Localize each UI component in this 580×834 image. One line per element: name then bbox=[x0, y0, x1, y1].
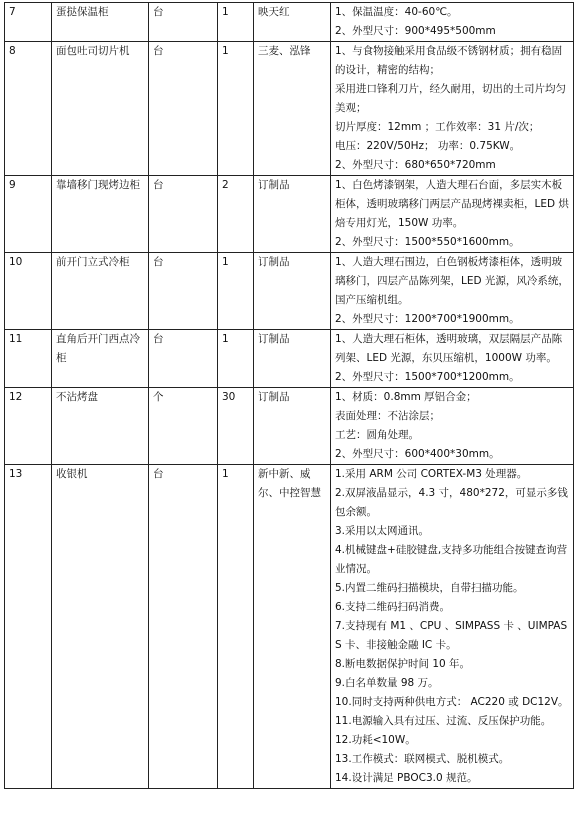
spec-cell bbox=[331, 330, 574, 388]
brand-cell: 订制品 bbox=[254, 330, 331, 388]
quantity-cell: 1 bbox=[218, 42, 254, 176]
spec-line: 8.断电数据保护时间 10 年。 bbox=[335, 658, 471, 670]
spec-line: 10.同时支持两种供电方式： AC220 或 DC12V。 bbox=[335, 696, 569, 708]
brand-cell: 订制品 bbox=[254, 388, 331, 465]
table-row bbox=[5, 42, 574, 176]
item-number-cell: 12 bbox=[5, 388, 52, 465]
item-name-cell: 不沾烤盘 bbox=[52, 388, 149, 465]
item-name-cell: 靠墙移门现烤边柜 bbox=[52, 176, 149, 253]
quantity-cell: 2 bbox=[218, 176, 254, 253]
item-name-cell: 前开门立式冷柜 bbox=[52, 253, 149, 330]
item-number-cell: 8 bbox=[5, 42, 52, 176]
item-number-cell: 10 bbox=[5, 253, 52, 330]
item-number-cell: 11 bbox=[5, 330, 52, 388]
spec-line: 14.设计满足 PBOC3.0 规范。 bbox=[335, 772, 478, 784]
spec-line: 2、外型尺寸：680*650*720mm bbox=[335, 159, 496, 171]
spec-line: 5.内置二维码扫描模块，自带扫描功能。 bbox=[335, 582, 524, 594]
brand-cell: 订制品 bbox=[254, 253, 331, 330]
spec-cell bbox=[331, 42, 574, 176]
quantity-cell: 1 bbox=[218, 330, 254, 388]
table-row bbox=[5, 3, 574, 42]
spec-line: 表面处理：不沾涂层； bbox=[335, 410, 440, 422]
spec-line: 2、外型尺寸：1200*700*1900mm。 bbox=[335, 313, 520, 325]
brand-cell: 新中新、威尔、中控智慧 bbox=[254, 465, 331, 789]
table-row bbox=[5, 253, 574, 330]
unit-cell: 台 bbox=[149, 176, 218, 253]
spec-cell bbox=[331, 3, 574, 42]
table-row bbox=[5, 176, 574, 253]
spec-line: 1、白色烤漆钢架，人造大理石台面，多层实木板柜体，透明玻璃移门两层产品现烤裸卖柜，LED 烘焙专用灯光，150W 功率。 bbox=[335, 179, 569, 229]
unit-cell: 个 bbox=[149, 388, 218, 465]
table-row bbox=[5, 330, 574, 388]
spec-line: 采用进口锋利刀片，经久耐用，切出的土司片均匀美观； bbox=[335, 83, 566, 114]
brand-cell: 三麦、泓锋 bbox=[254, 42, 331, 176]
unit-cell: 台 bbox=[149, 465, 218, 789]
spec-line: 4.机械键盘+硅胶键盘,支持多功能组合按键查询营业情况。 bbox=[335, 544, 568, 575]
quantity-cell: 1 bbox=[218, 465, 254, 789]
item-name-cell: 收银机 bbox=[52, 465, 149, 789]
brand-cell: 订制品 bbox=[254, 176, 331, 253]
spec-cell bbox=[331, 176, 574, 253]
spec-cell bbox=[331, 465, 574, 789]
table-body bbox=[5, 3, 574, 789]
table-row bbox=[5, 388, 574, 465]
unit-cell: 台 bbox=[149, 42, 218, 176]
spec-line: 2、外型尺寸：1500*550*1600mm。 bbox=[335, 236, 520, 248]
spec-line: 切片厚度：12mm ；工作效率：31 片/次； bbox=[335, 121, 540, 133]
spec-line: 1、材质：0.8mm 厚铝合金； bbox=[335, 391, 477, 403]
spec-cell bbox=[331, 388, 574, 465]
spec-line: 3.采用以太网通讯。 bbox=[335, 525, 430, 537]
quantity-cell: 30 bbox=[218, 388, 254, 465]
spec-line: 11.电源输入具有过压、过流、反压保护功能。 bbox=[335, 715, 552, 727]
spec-cell bbox=[331, 253, 574, 330]
spec-line: 6.支持二维码扫码消费。 bbox=[335, 601, 451, 613]
spec-line: 1.采用 ARM 公司 CORTEX-M3 处理器。 bbox=[335, 468, 528, 480]
spec-line: 1、人造大理石柜体，透明玻璃，双层隔层产品陈列架、LED 光源，东贝压缩机，1000W 功率。 bbox=[335, 333, 563, 364]
item-name-cell: 面包吐司切片机 bbox=[52, 42, 149, 176]
equipment-spec-table bbox=[4, 2, 574, 789]
unit-cell: 台 bbox=[149, 330, 218, 388]
spec-line: 1、与食物接触采用食品级不锈钢材质；拥有稳固的设计，精密的结构； bbox=[335, 45, 563, 76]
unit-cell: 台 bbox=[149, 253, 218, 330]
spec-line: 2、外型尺寸：900*495*500mm bbox=[335, 25, 496, 37]
spec-line: 2.双屏液晶显示，4.3 寸，480*272，可显示多钱包余额。 bbox=[335, 487, 568, 518]
spec-line: 7.支持现有 M1 、CPU 、SIMPASS 卡 、UIMPASS 卡、非接触金融 IC 卡。 bbox=[335, 620, 568, 651]
spec-line: 2、外型尺寸：600*400*30mm。 bbox=[335, 448, 500, 460]
brand-cell: 映天红 bbox=[254, 3, 331, 42]
spec-line: 2、外型尺寸：1500*700*1200mm。 bbox=[335, 371, 520, 383]
item-number-cell: 7 bbox=[5, 3, 52, 42]
spec-line: 13.工作模式：联网模式、脱机模式。 bbox=[335, 753, 510, 765]
unit-cell: 台 bbox=[149, 3, 218, 42]
spec-line: 12.功耗<10W。 bbox=[335, 734, 416, 746]
item-number-cell: 9 bbox=[5, 176, 52, 253]
table-row bbox=[5, 465, 574, 789]
quantity-cell: 1 bbox=[218, 3, 254, 42]
quantity-cell: 1 bbox=[218, 253, 254, 330]
item-name-cell: 蛋挞保温柜 bbox=[52, 3, 149, 42]
spec-line: 9.白名单数量 98 万。 bbox=[335, 677, 439, 689]
item-number-cell: 13 bbox=[5, 465, 52, 789]
spec-line: 1、保温温度：40-60℃。 bbox=[335, 6, 458, 18]
spec-line: 电压：220V/50Hz； 功率：0.75KW。 bbox=[335, 140, 521, 152]
item-name-cell: 直角后开门西点冷柜 bbox=[52, 330, 149, 388]
spec-line: 1、人造大理石围边，白色钢板烤漆柜体，透明玻璃移门，四层产品陈列架，LED 光源，风冷系统，国产压缩机组。 bbox=[335, 256, 569, 306]
spec-line: 工艺：圆角处理。 bbox=[335, 429, 419, 441]
